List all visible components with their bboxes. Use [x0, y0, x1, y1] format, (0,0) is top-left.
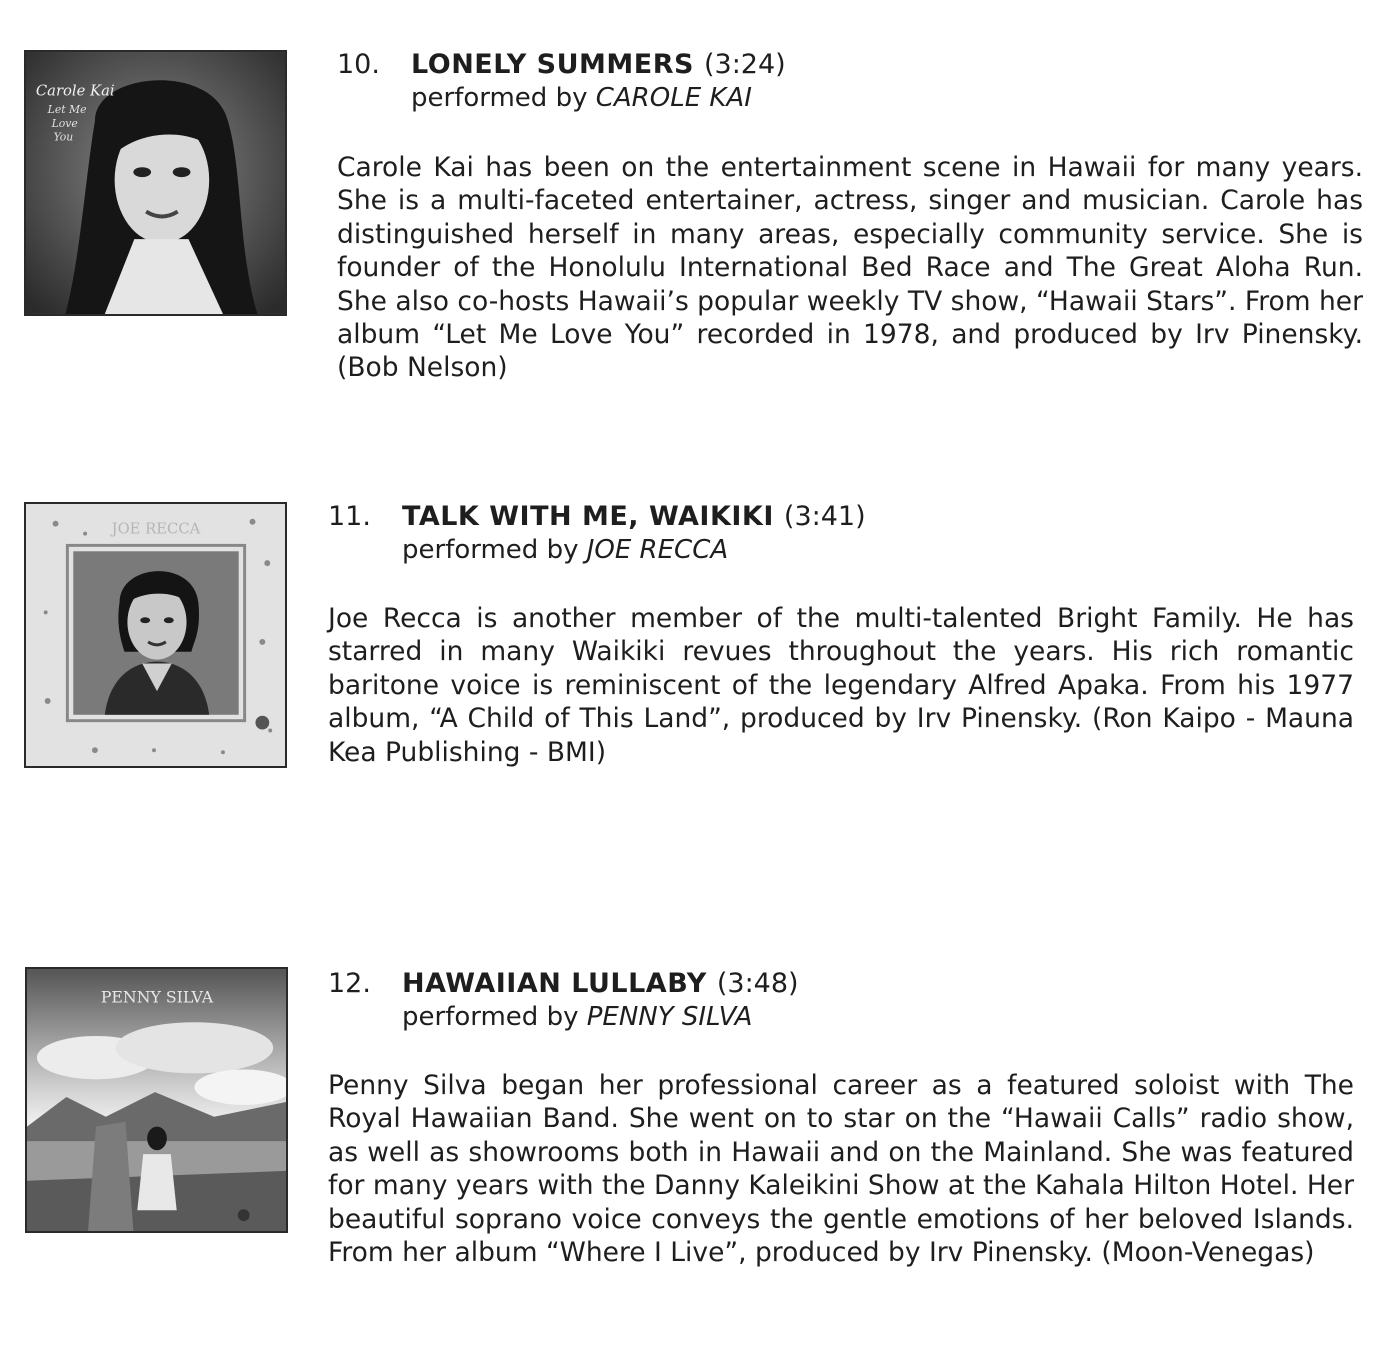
cover-subtitle-3: You [53, 130, 74, 144]
track-duration: (3:24) [703, 49, 786, 80]
track-duration: (3:48) [716, 968, 799, 999]
cover-subtitle-2: Love [51, 116, 78, 130]
album-cover-carole-kai [24, 50, 287, 316]
performed-by-label: performed by [402, 1002, 579, 1032]
album-cover-art [27, 969, 286, 1231]
track-title: TALK WITH ME, WAIKIKI [402, 501, 774, 532]
performer-name: CAROLE KAI [595, 83, 752, 113]
album-cover-art [26, 52, 285, 314]
track-title: LONELY SUMMERS [411, 49, 694, 80]
track-duration: (3:41) [783, 501, 866, 532]
cover-title-text: JOE RECCA [111, 520, 201, 538]
performer-line [411, 82, 1363, 114]
performer-name: PENNY SILVA [586, 1002, 753, 1032]
track-text-12 [328, 967, 1354, 1269]
cover-title-text: Carole Kai [35, 82, 115, 100]
cover-subtitle-1: Let Me [47, 103, 87, 117]
track-number: 11. [328, 501, 371, 532]
album-cover-art [26, 504, 285, 766]
track-heading [328, 967, 1354, 1001]
track-description: Carole Kai has been on the entertainment scene in Hawaii for many years. She is a multi-faceted entertainer, actress, singer and musician. Carole has distinguished herself in many areas, especially community service. She is founder of the Honolulu International Bed Race and The Great Aloha Run. She also co-hosts Hawaii’s popular weekly TV show, “Hawaii Stars”. From her album “Let Me Love You” recorded in 1978, and produced by Irv Pinensky. (Bob Nelson) [337, 152, 1363, 384]
track-text-10 [337, 48, 1363, 385]
track-text-11 [328, 500, 1354, 769]
performed-by-label: performed by [402, 535, 579, 565]
track-heading [337, 48, 1363, 82]
track-number: 12. [328, 968, 371, 999]
cover-title-text: PENNY SILVA [100, 987, 214, 1007]
album-cover-joe-recca [24, 502, 287, 768]
performed-by-label: performed by [411, 83, 588, 113]
performer-name: JOE RECCA [586, 535, 729, 565]
track-heading [328, 500, 1354, 534]
track-number: 10. [337, 49, 380, 80]
track-description: Penny Silva began her professional career as a featured soloist with The Royal Hawaiian Band. She went on to star on the “Hawaii Calls” radio show, as well as showrooms both in Hawaii and on the Mainland. She was featured for many years with the Danny Kaleikini Show at the Kahala Hilton Hotel. Her beautiful soprano voice conveys the gentle emotions of her beloved Islands. From her album “Where I Live”, produced by Irv Pinensky. (Moon-Venegas) [328, 1070, 1354, 1269]
track-title: HAWAIIAN LULLABY [402, 968, 707, 999]
album-cover-penny-silva [25, 967, 288, 1233]
track-description: Joe Recca is another member of the multi-talented Bright Family. He has starred in many Waikiki revues throughout the years. His rich romantic baritone voice is reminiscent of the legendary Alfred Apaka. From his 1977 album, “A Child of This Land”, produced by Irv Pinensky. (Ron Kaipo - Mauna Kea Publishing - BMI) [328, 603, 1354, 768]
performer-line [402, 534, 1354, 566]
performer-line [402, 1001, 1354, 1033]
